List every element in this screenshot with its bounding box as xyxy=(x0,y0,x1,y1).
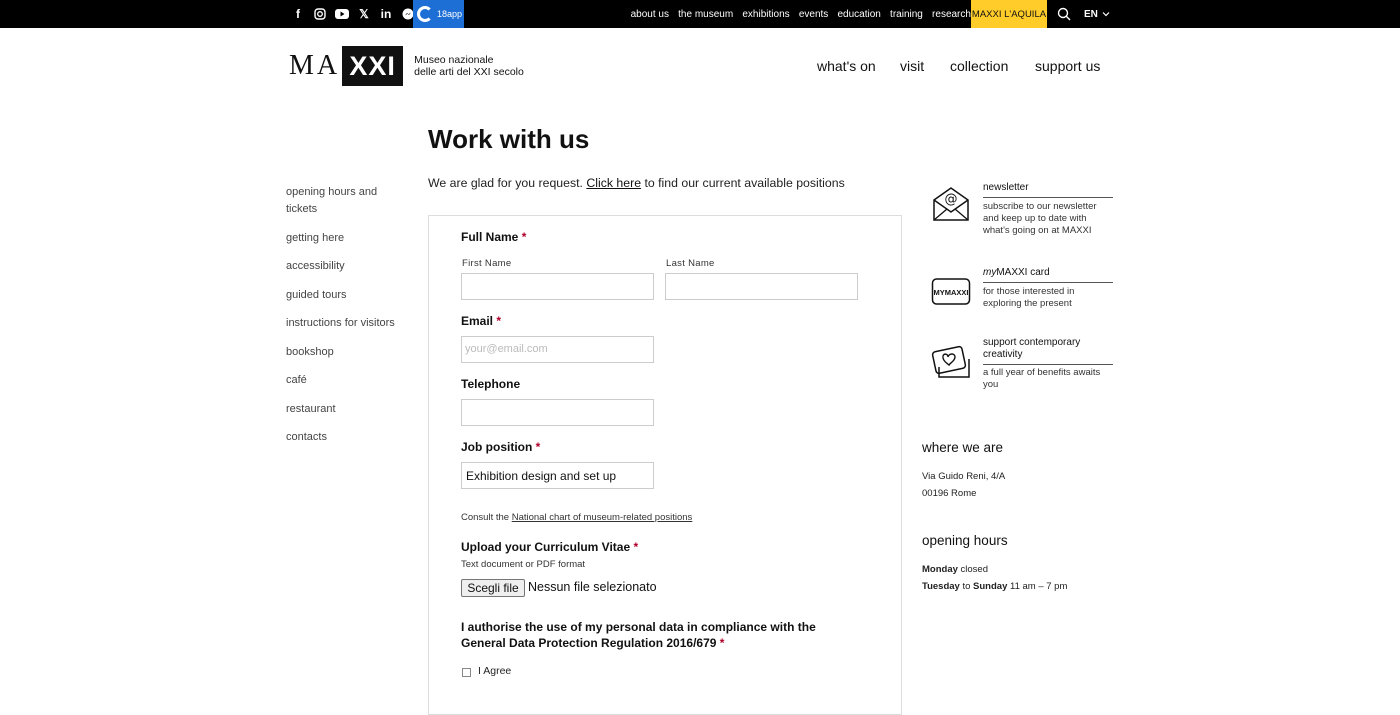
telephone-label: Telephone xyxy=(461,377,521,391)
opening-hours xyxy=(922,561,1067,595)
where-we-are-title: where we are xyxy=(922,440,1004,455)
leftnav-restaurant[interactable]: restaurant xyxy=(286,402,336,415)
language-label: EN xyxy=(1084,8,1098,20)
chevron-down-icon xyxy=(1101,10,1111,18)
email-input[interactable]: your@email.com xyxy=(461,336,654,363)
support-desc: a full year of benefits awaits you xyxy=(983,367,1101,390)
leftnav-opening-hours[interactable]: opening hours and tickets xyxy=(286,186,378,215)
newsletter-promo[interactable] xyxy=(931,182,1116,242)
fullname-label-text: Full Name xyxy=(461,230,519,244)
topnav-training[interactable]: training xyxy=(890,8,923,20)
logo-subtitle xyxy=(414,54,524,78)
telephone-input[interactable] xyxy=(461,399,654,426)
mymaxxi-promo[interactable] xyxy=(931,267,1116,317)
address-line1: Via Guido Reni, 4/A xyxy=(922,471,1006,482)
top-nav xyxy=(626,0,976,28)
agree-label[interactable]: I Agree xyxy=(478,665,512,677)
mymaxxi-title-text: MAXXI card xyxy=(996,267,1050,278)
hours-day-monday: Monday xyxy=(922,564,958,575)
18app-badge[interactable] xyxy=(413,0,464,28)
mainnav-collection[interactable]: collection xyxy=(950,58,1009,74)
mainnav-support-us[interactable]: support us xyxy=(1035,58,1101,74)
topnav-the-museum[interactable]: the museum xyxy=(678,8,734,20)
file-status: Nessun file selezionato xyxy=(528,580,657,594)
first-name-label: First Name xyxy=(462,258,512,269)
instagram-icon[interactable] xyxy=(309,0,331,28)
email-label-text: Email xyxy=(461,314,494,328)
last-name-label: Last Name xyxy=(666,258,715,269)
mymaxxi-title xyxy=(983,267,1113,283)
leftnav-accessibility[interactable]: accessibility xyxy=(286,260,345,272)
hours-to: to xyxy=(959,581,974,592)
leftnav-cafe[interactable]: café xyxy=(286,374,307,386)
cv-hint: Text document or PDF format xyxy=(461,559,586,570)
top-bar xyxy=(0,0,1400,28)
intro-before: We are glad for you request. xyxy=(428,176,587,190)
job-position-label xyxy=(461,440,540,454)
topnav-education[interactable]: education xyxy=(837,8,881,20)
required-mark: * xyxy=(535,440,541,454)
mymaxxi-desc: for those interested in exploring the present xyxy=(983,286,1075,309)
mymaxxi-title-em: my xyxy=(983,267,997,278)
gdpr-label-text: I authorise the use of my personal data in compliance with the General Data Protection Regulation 2016/679 xyxy=(461,620,816,650)
choose-file-button[interactable]: Scegli file xyxy=(461,579,525,597)
topnav-about-us[interactable]: about us xyxy=(630,8,669,20)
18app-label: 18app xyxy=(437,9,463,19)
newsletter-title: newsletter xyxy=(983,182,1113,198)
leftnav-instructions[interactable]: instructions for visitors xyxy=(286,317,395,329)
leftnav-guided-tours[interactable]: guided tours xyxy=(286,288,347,301)
logo-subtitle-line2: delle arti del XXI secolo xyxy=(414,66,524,78)
maxxi-logo[interactable] xyxy=(289,46,524,86)
gdpr-label xyxy=(461,619,861,651)
national-chart-link[interactable]: National chart of museum-related positions xyxy=(511,512,693,523)
language-selector[interactable] xyxy=(1084,0,1111,28)
support-promo[interactable] xyxy=(931,337,1116,397)
hours-day-sunday: Sunday xyxy=(973,581,1008,592)
cv-label-text: Upload your Curriculum Vitae xyxy=(461,540,631,554)
topnav-events[interactable]: events xyxy=(798,8,829,20)
positions-link[interactable]: Click here xyxy=(586,176,642,190)
email-label xyxy=(461,314,501,328)
18app-logo-icon xyxy=(417,6,433,22)
cv-label xyxy=(461,540,638,554)
topnav-research[interactable]: research xyxy=(932,8,971,20)
newsletter-desc: subscribe to our newsletter and keep up to date with what's going on at MAXXI xyxy=(983,201,1097,236)
x-icon[interactable]: 𝕏 xyxy=(359,7,369,21)
logo-subtitle-line1: Museo nazionale xyxy=(414,54,494,66)
hours-monday-value: closed xyxy=(957,564,988,575)
mymaxxi-card-text: MYMAXXI xyxy=(933,288,969,297)
linkedin-icon[interactable]: in xyxy=(380,7,392,21)
required-mark: * xyxy=(633,540,639,554)
logo-xxi: XXI xyxy=(342,46,403,86)
mymaxxi-card-icon xyxy=(931,276,971,308)
required-mark: * xyxy=(496,314,502,328)
leftnav-getting-here[interactable]: getting here xyxy=(286,231,345,244)
logo-ma: MA xyxy=(289,50,341,81)
leftnav-contacts[interactable]: contacts xyxy=(286,431,327,443)
facebook-icon[interactable]: f xyxy=(296,7,300,21)
consult-text xyxy=(461,512,692,523)
hours-tue-sun-value: 11 am – 7 pm xyxy=(1007,581,1068,592)
opening-hours-title: opening hours xyxy=(922,533,1008,548)
intro-text xyxy=(428,176,845,190)
address-line2: 00196 Rome xyxy=(922,488,977,499)
required-mark: * xyxy=(719,636,725,650)
address xyxy=(922,468,1005,502)
visit-sidebar-nav xyxy=(286,184,406,458)
support-title: support contemporary creativity xyxy=(983,337,1113,365)
newsletter-envelope-icon xyxy=(931,182,971,222)
required-mark: * xyxy=(521,230,527,244)
youtube-icon[interactable] xyxy=(331,0,353,28)
mainnav-whats-on[interactable]: what's on xyxy=(817,58,876,74)
fullname-label xyxy=(461,230,526,244)
topnav-exhibitions[interactable]: exhibitions xyxy=(742,8,790,20)
first-name-input[interactable] xyxy=(461,273,654,300)
maxxi-laquila-link[interactable]: MAXXI L'AQUILA xyxy=(971,0,1047,28)
leftnav-bookshop[interactable]: bookshop xyxy=(286,345,334,358)
social-links xyxy=(287,0,419,28)
search-icon[interactable] xyxy=(1057,7,1071,21)
consult-before: Consult the xyxy=(461,512,512,523)
last-name-input[interactable] xyxy=(665,273,858,300)
page-title: Work with us xyxy=(428,124,590,154)
svg-text:@: @ xyxy=(944,192,958,207)
agree-checkbox[interactable] xyxy=(462,668,471,677)
job-position-select[interactable]: Exhibition design and set up xyxy=(461,462,654,489)
heart-card-icon xyxy=(931,343,971,383)
hours-day-tuesday: Tuesday xyxy=(922,581,960,592)
mainnav-visit[interactable]: visit xyxy=(900,58,925,74)
intro-after: to find our current available positions xyxy=(641,176,845,190)
job-position-label-text: Job position xyxy=(461,440,533,454)
